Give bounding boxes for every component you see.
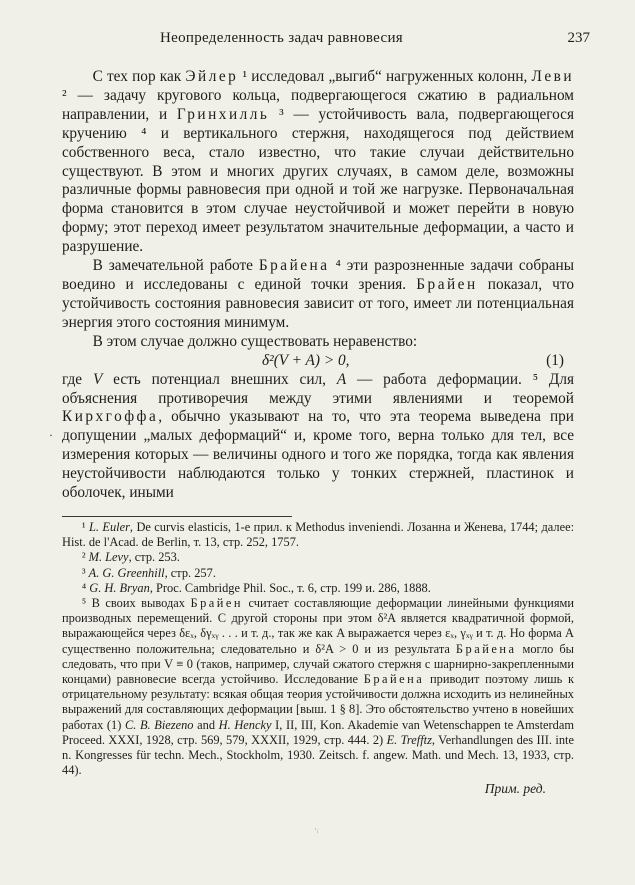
text-run: С тех пор как [92,68,186,85]
text-run: , Proc. Cambridge Phil. Soc., т. 6, стр. 199 и. 286, 1888. [149,580,431,595]
page-number: 237 [567,30,590,46]
text-run: ⁵ В своих выводах [81,596,191,611]
emphasized-name: Брайена [363,672,425,687]
footnote [62,581,574,596]
text-run: В замечательной работе [92,257,259,275]
italic-text: C. B. Biezeno [125,717,194,732]
italic-text: G. H. Bryan [89,580,150,595]
text-run: ¹ исследовал „выгиб“ нагруженных колонн, [238,68,532,85]
emphasized-name: Кирхгоффа [62,408,159,426]
text-run: ³ — устойчивость вала, подвергающегося кручению ⁴ и вертикального стержня, находящегося под действием собственного веса, стало известно, что такие случаи действительно существуют. В этом и многих других случаях, в самом деле, возможны различные формы равновесия при одной и той же нагрузке. Первоначальная форма становится в этом случае неустойчивой и может перейти в новую форму; этот переход имеет результатом значительные деформации, а часто и разрушение. [62,105,574,256]
text-run: — работа деформации. ⁵ Для объяснения противоречия между этими явлениями и теоремой [62,370,574,407]
footnote [62,550,574,565]
text-run: могло бы следовать, что при V ≡ 0 (таков, например, случай сжатого стержня с шарнирно-закрепленными концами) равновесие всегда устойчиво. Исследование [62,641,574,687]
text-run: есть потенциал внешних сил, [102,370,337,388]
emphasized-name: Гринхилль [176,105,270,123]
text-run: ² — задачу кругового кольца, подвергающегося сжатию в радиальном направлении, и [62,86,574,123]
emphasized-name: Брайен [190,596,244,611]
paragraph [62,257,574,333]
running-header [60,30,590,52]
italic-text: A. G. Greenhill [88,565,165,580]
text-run: I, II, III, Kon. Akademie van Wetenschappen te Amsterdam Proceed. XXXI, 1928, стр. 569, 579, XXXII, 1929, стр. 444. 2) [62,717,574,747]
text-run: ⁴ [81,580,90,595]
emphasized-name: Брайена [258,257,330,275]
italic-text: A [336,370,347,388]
main-text [62,68,574,503]
footnotes [62,520,574,778]
margin-mark: · [49,428,53,442]
text-run: , Verhandlungen des III. inte n. Kongresses für techn. Mech., Stockholm, 1930. Zeitsch. f. angew. Math. und Mech. 13, 1933, стр. 44). [62,732,574,778]
paragraph [62,68,574,257]
text-run: ² [81,550,89,565]
text-run: and [193,717,219,732]
text-run: считает составляющие деформации линейными функциями производных перемещений. С другой стороны при этом δ²A является квадратичной формой, выражающейся через δεₓ, δγₓᵧ . . . и т. д., так же как A выражается через εₓ, γₓᵧ и т. д. Но форма A существенно положительна; следовательно и δ²A > 0 и из результата [62,596,574,656]
text-run: , стр. 257. [164,565,216,580]
paragraph [62,333,574,352]
text-run: ³ [81,565,89,580]
emphasized-name: Брайен [416,275,478,293]
text-run: приводит поэтому лишь к отрицательному результату: всякая общая теория устойчивости должна исходить из нелинейных выражений для составляющих деформации [выш. 1 § 8]. Это обстоятельство учтено в новейших работах (1) [62,672,575,732]
italic-text: M. Levy [88,550,129,565]
footnote-rule [62,516,292,517]
italic-text: V [92,370,103,388]
editor-note-signature: Прим. ред. [484,781,546,796]
text-run: ¹ [81,520,89,534]
emphasized-name: Брайена [455,641,517,656]
text-run: В этом случае должно существовать неравенство: [92,332,418,350]
equation [62,352,574,371]
text-run: где [62,370,93,388]
footnote [62,566,574,581]
equation-expression: δ²(V + A) > 0, [262,351,350,369]
emphasized-name: Леви [531,68,575,85]
page-mark: ·ᵢ [314,824,319,834]
text-run: , De curvis elasticis, 1-е прил. к Methodus inveniendi. Лозанна и Женева, 1744; далее: Hist. de l'Acad. de Berlin, т. 13, стр. 252, 1757. [62,520,575,550]
footnote [62,596,574,778]
italic-text: L. Euler [88,520,130,534]
italic-text: E. Trefftz [386,732,432,747]
text-run: ⁴ эти разрозненные задачи собраны воедино и исследованы с единой точки зрения. [62,257,575,293]
text-run: , обычно указывают на то, что эта теорема выведена при допущении „малых деформаций“ и, кроме того, верна только для тел, все измерения которых — величины одного и того же порядка, тогда как явления неустойчивости наблюдаются только у тонких стержней, пластинок и оболочек, иными [62,408,574,502]
italic-text: H. Hencky [218,717,272,732]
equation-number: (1) [546,351,564,369]
footnote [62,520,574,550]
emphasized-name: Эйлер [185,68,239,85]
text-run: показал, что устойчивость состояния равновесия зависит от того, имеет ли потенциальная энергия этого состояния минимум. [62,275,574,331]
paragraph [62,371,574,503]
running-title: Неопределенность задач равновесия [160,30,403,46]
text-run: , стр. 253. [128,550,180,565]
